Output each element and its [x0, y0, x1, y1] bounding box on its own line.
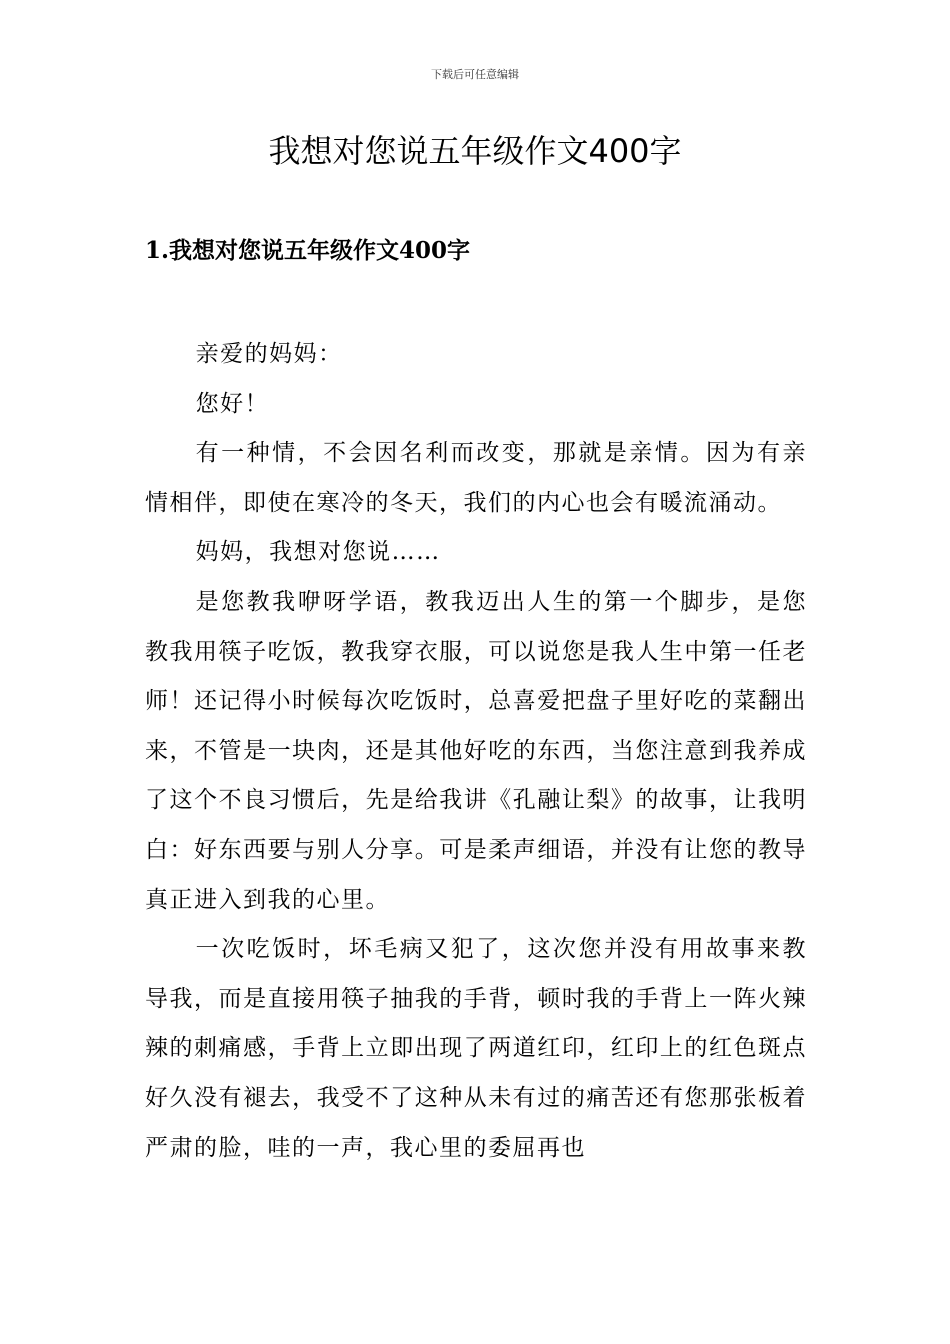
- body-paragraph: 是您教我咿呀学语，教我迈出人生的第一个脚步，是您教我用筷子吃饭，教我穿衣服，可以说您是我人生中第一任老师！还记得小时候每次吃饭时，总喜爱把盘子里好吃的菜翻出来，不管是一块肉，还是其他好吃的东西，当您注意到我养成了这个不良习惯后，先是给我讲《孔融让梨》的故事，让我明白：好东西要与别人分享。可是柔声细语，并没有让您的教导真正进入到我的心里。: [145, 588, 807, 913]
- document-body: [145, 330, 807, 1173]
- section-heading: 1.我想对您说五年级作文400字: [145, 237, 471, 264]
- body-paragraph: 一次吃饭时，坏毛病又犯了，这次您并没有用故事来教导我，而是直接用筷子抽我的手背，顿时我的手背上一阵火辣辣的刺痛感，手背上立即出现了两道红印，红印上的红色斑点好久没有褪去，我受不了这种从未有过的痛苦还有您那张板着严肃的脸，哇的一声，我心里的委屈再也: [145, 936, 807, 1161]
- header-note: 下载后可任意编辑: [431, 68, 519, 81]
- salutation: 亲爱的妈妈：: [195, 341, 343, 367]
- body-paragraph: 有一种情，不会因名利而改变，那就是亲情。因为有亲情相伴，即使在寒冷的冬天，我们的内心也会有暖流涌动。: [145, 440, 807, 516]
- document-title: 我想对您说五年级作文400字: [268, 132, 682, 170]
- body-paragraph: 妈妈，我想对您说……: [195, 539, 441, 566]
- greeting: 您好！: [195, 390, 270, 417]
